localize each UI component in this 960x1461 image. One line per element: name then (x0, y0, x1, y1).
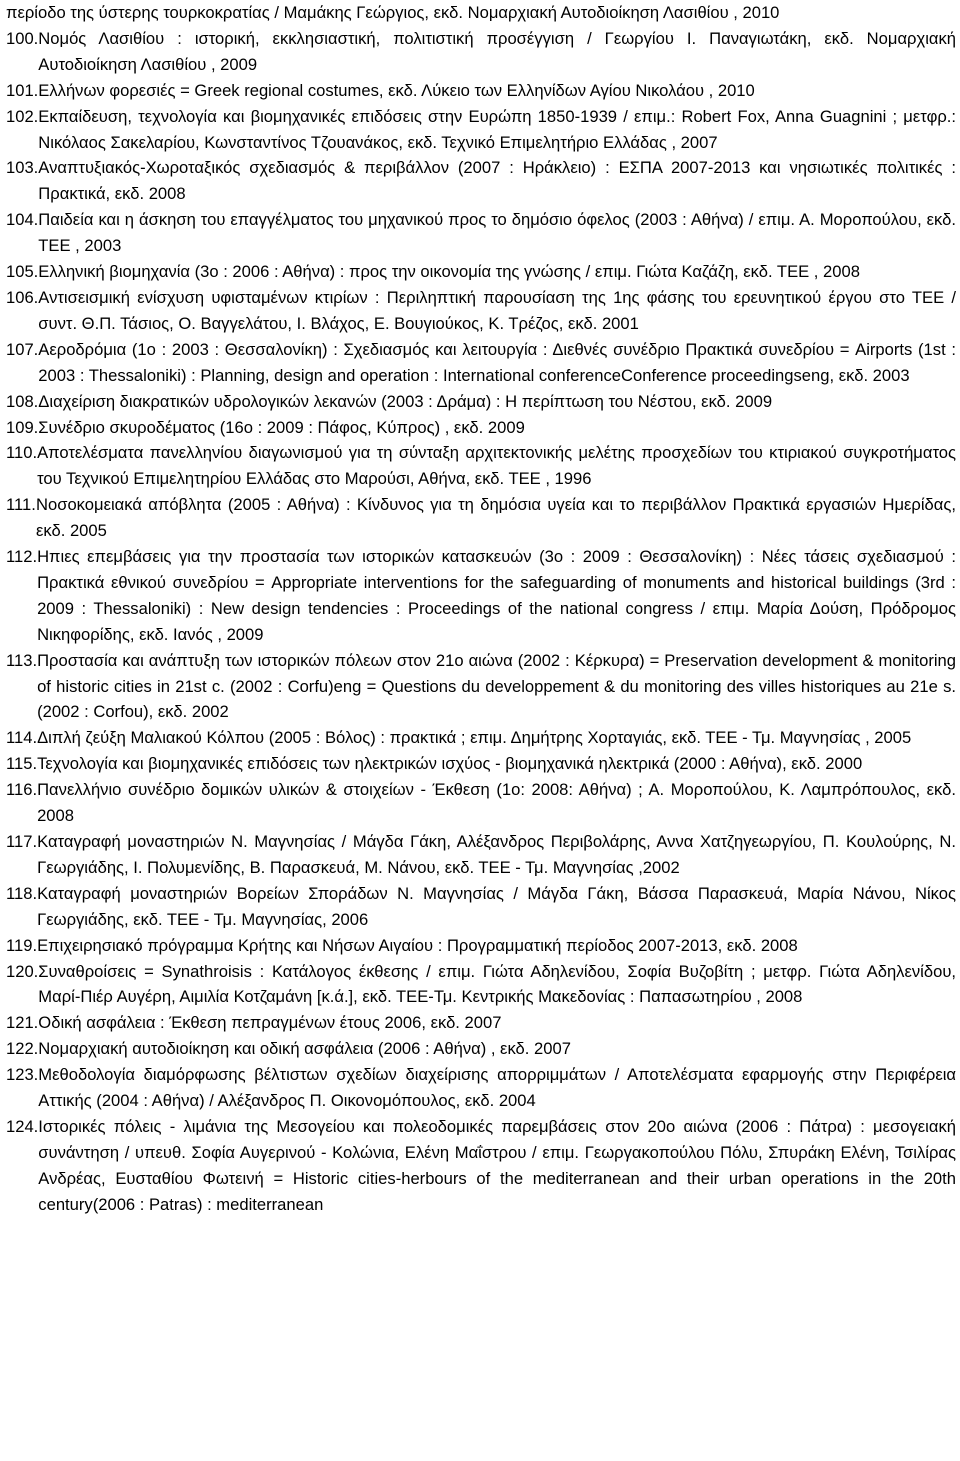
entry-text: Συναθροίσεις = Synathroisis : Κατάλογος έκθεσης / επιμ. Γιώτα Αδηλενίδου, Σοφία Βυζοβίτη ; μετφρ. Γιώτα Αδηλενίδου, Μαρί-Πιέρ Αυγέρη, Αιμιλία Κοτζαμάνη [κ.ά.], εκδ. ΤΕΕ-Τμ. Κεντρικής Μακεδονίας : Παπασωτηρίου , 2008 (38, 961, 956, 1007)
list-item (6, 1114, 956, 1218)
entry-text: Νομαρχιακή αυτοδιοίκηση και οδική ασφάλεια (2006 : Αθήνα) , εκδ. 2007 (38, 1039, 571, 1059)
entry-number: 116. (6, 780, 38, 800)
list-item (6, 777, 956, 829)
list-item (6, 78, 956, 104)
entry-text: Ελληνική βιομηχανία (3ο : 2006 : Αθήνα) : προς την οικονομία της γνώσης / επιμ. Γιώτα Καζάζη, εκδ. ΤΕΕ , 2008 (38, 262, 860, 282)
entry-text: Διπλή ζεύξη Μαλιακού Κόλπου (2005 : Βόλος) : πρακτικά ; επιμ. Δημήτρης Χορταγιάς, εκδ. ΤΕΕ - Τμ. Μαγνησίας , 2005 (37, 728, 912, 748)
entry-text: Νοσοκομειακά απόβλητα (2005 : Αθήνα) : Κίνδυνος για τη δημόσια υγεία και το περιβάλλον Πρακτικά εργασιών Ημερίδας, εκδ. 2005 (36, 495, 956, 541)
entry-number: 107. (6, 339, 39, 359)
entry-number: 119. (6, 935, 38, 955)
entry-number: 122. (6, 1039, 39, 1059)
list-item (6, 207, 956, 259)
list-item (6, 725, 956, 751)
list-item (6, 440, 956, 492)
entry-number: 106. (6, 287, 39, 307)
list-item (6, 881, 956, 933)
list-item (6, 415, 956, 441)
entry-number: 112. (6, 547, 38, 567)
entry-text: Συνέδριο σκυροδέματος (16ο : 2009 : Πάφος, Κύπρος) , εκδ. 2009 (38, 417, 525, 437)
list-item (6, 544, 956, 648)
entry-number: 105. (6, 262, 39, 282)
entry-text: Οδική ασφάλεια : Έκθεση πεπραγμένων έτους 2006, εκδ. 2007 (38, 1013, 502, 1033)
list-item (6, 26, 956, 78)
entry-text: Προστασία και ανάπτυξη των ιστορικών πόλεων στον 21ο αιώνα (2002 : Κέρκυρα) = Preservation development & monitoring of historic cities in 21st c. (2002 : Corfu)eng = Questions du developpement & du monitoring des villes historiques au 21e s. (2002 : Corfou), εκδ. 2002 (37, 650, 956, 722)
entry-number: 104. (6, 210, 39, 230)
entry-text: Εκπαίδευση, τεχνολογία και βιομηχανικές επιδόσεις στην Ευρώπη 1850-1939 / επιμ.: Robert Fox, Anna Guagnini ; μετφρ.: Νικόλαος Σακελαρίου, Κωνσταντίνος Τζουανάκος, εκδ. Τεχνικό Επιμελητήριο Ελλάδας , 2007 (38, 106, 956, 152)
entry-text: Επιχειρησιακό πρόγραμμα Κρήτης και Νήσων Αιγαίου : Προγραμματική περίοδος 2007-2013, εκδ. 2008 (37, 935, 798, 955)
entry-number: 100. (6, 28, 39, 48)
list-item (6, 337, 956, 389)
entry-text: Πανελλήνιο συνέδριο δομικών υλικών & στοιχείων - Έκθεση (1ο: 2008: Αθήνα) ; Α. Μοροπούλου, Κ. Λαμπρόπουλος, εκδ. 2008 (37, 780, 956, 826)
entry-number: 118. (6, 883, 38, 903)
list-item (6, 1062, 956, 1114)
entry-number: 108. (6, 391, 39, 411)
entry-text: Αντισεισμική ενίσχυση υφισταμένων κτιρίων : Περιληπτική παρουσίαση της 1ης φάσης του ερευνητικού έργου στο ΤΕΕ / συντ. Θ.Π. Τάσιος, Ο. Βαγγελάτου, Ι. Βλάχος, Ε. Βουγιούκος, Κ. Τρέζος, εκδ. 2001 (38, 287, 956, 333)
entry-number: 115. (6, 754, 38, 774)
entry-number: 111. (6, 495, 36, 515)
entry-text: Αποτελέσματα πανελληνίου διαγωνισμού για τη σύνταξη αρχιτεκτονικής μελέτης προσχεδίων του κτιριακού συγκροτήματος του Τεχνικού Επιμελητηρίου Ελλάδας στο Μαρούσι, Αθήνα, εκδ. ΤΕΕ , 1996 (37, 443, 956, 489)
list-item (6, 1010, 956, 1036)
entry-number: 103. (6, 158, 39, 178)
entry-number: 124. (6, 1116, 39, 1136)
entry-number: 114. (6, 728, 38, 748)
list-item (6, 933, 956, 959)
entry-number: 110. (6, 443, 38, 463)
continued-entry-text: περίοδο της ύστερης τουρκοκρατίας / Μαμάκης Γεώργιος, εκδ. Νομαρχιακή Αυτοδιοίκηση Λασιθίου , 2010 (6, 3, 780, 22)
entry-text: Καταγραφή μοναστηριών Βορείων Σποράδων Ν. Μαγνησίας / Μάγδα Γάκη, Βάσσα Παρασκευά, Μαρία Νάνου, Νίκος Γεωργιάδης, εκδ. ΤΕΕ - Τμ. Μαγνησίας, 2006 (37, 883, 956, 929)
entry-text: Καταγραφή μοναστηριών Ν. Μαγνησίας / Μάγδα Γάκη, Αλέξανδρος Περιβολάρης, Αννα Χατζηγεωργίου, Π. Κουλούρης, Ν. Γεωργιάδης, Ι. Πολυμενίδης, Β. Παρασκευά, Μ. Νάνου, εκδ. ΤΕΕ - Τμ. Μαγνησίας ,2002 (37, 832, 956, 877)
list-item (6, 648, 956, 726)
list-item (6, 259, 956, 285)
entry-text: Νομός Λασιθίου : ιστορική, εκκλησιαστική, πολιτιστική προσέγγιση / Γεωργίου Ι. Παναγιωτάκη, εκδ. Νομαρχιακή Αυτοδιοίκηση Λασιθίου , 2009 (38, 28, 956, 74)
list-item (6, 751, 956, 777)
list-item (6, 829, 956, 881)
list-item (6, 155, 956, 207)
entry-number: 109. (6, 417, 39, 437)
entry-text: Τεχνολογία και βιομηχανικές επιδόσεις των ηλεκτρικών ισχύος - βιομηχανικά ηλεκτρικά (2000 : Αθήνα), εκδ. 2000 (37, 754, 863, 774)
entry-number: 101. (6, 80, 39, 100)
entry-text: Μεθοδολογία διαμόρφωσης βέλτιστων σχεδίων διαχείρισης απορριμμάτων / Αποτελέσματα εφαρμογής στην Περιφέρεια Αττικής (2004 : Αθήνα) / Αλέξανδρος Π. Οικονομόπουλος, εκδ. 2004 (38, 1065, 956, 1111)
entry-text: Παιδεία και η άσκηση του επαγγέλματος του μηχανικού προς το δημόσιο όφελος (2003 : Αθήνα) / επιμ. Α. Μοροπούλου, εκδ. ΤΕΕ , 2003 (38, 210, 956, 256)
entry-text: Ελλήνων φορεσιές = Greek regional costumes, εκδ. Λύκειο των Ελληνίδων Αγίου Νικολάου , 2010 (38, 80, 755, 100)
list-item (6, 492, 956, 544)
list-item (6, 285, 956, 337)
entry-number: 123. (6, 1065, 39, 1085)
entry-number: 113. (6, 650, 38, 670)
list-item (6, 959, 956, 1011)
list-item (6, 104, 956, 156)
entry-number: 102. (6, 106, 39, 126)
list-item (6, 1036, 956, 1062)
entry-text: Διαχείριση διακρατικών υδρολογικών λεκανών (2003 : Δράμα) : Η περίπτωση του Νέστου, εκδ. 2009 (38, 391, 773, 411)
entry-text: Αναπτυξιακός-Χωροταξικός σχεδιασμός & περιβάλλον (2007 : Ηράκλειο) : ΕΣΠΑ 2007-2013 και νησιωτικές πολιτικές : Πρακτικά, εκδ. 2008 (38, 158, 956, 204)
bibliography-list (6, 26, 956, 1218)
entry-text: Ιστορικές πόλεις - λιμάνια της Μεσογείου και πολεοδομικές παρεμβάσεις στον 20ο αιώνα (2006 : Πάτρα) : μεσογειακή συνάντηση / υπευθ. Σοφία Αυγερινού - Κολώνια, Ελένη Μαΐστρου / επιμ. Γεωργακοπούλου Πόλυ, Σπυράκη Ελένη, Τσιλίρας Ανδρέας, Ευσταθίου Φωτεινή = Historic cities-herbours of the mediterranean and their urban operations in the 20th century(2006 : Patras) : mediterranean (38, 1116, 956, 1214)
list-item (6, 389, 956, 415)
entry-text: Ηπιες επεμβάσεις για την προστασία των ιστορικών κατασκευών (3ο : 2009 : Θεσσαλονίκη) : Νέες τάσεις σχεδιασμού : Πρακτικά εθνικού συνεδρίου = Appropriate interventions for the safeguarding of monuments and historical buildings (3rd : 2009 : Thessaloniki) : New design tendencies : Proceedings of the national congress / επιμ. Μαρία Δούση, Πρόδρομος Νικηφορίδης, εκδ. Ιανός , 2009 (37, 547, 956, 644)
entry-number: 121. (6, 1013, 39, 1033)
entry-text: Αεροδρόμια (1ο : 2003 : Θεσσαλονίκη) : Σχεδιασμός και λειτουργία : Διεθνές συνέδριο Πρακτικά συνεδρίου = Airports (1st : 2003 : Thessaloniki) : Planning, design and operation : International conferenceConference proceedingseng, εκδ. 2003 (38, 339, 956, 385)
entry-number: 117. (6, 832, 38, 851)
entry-number: 120. (6, 961, 39, 981)
